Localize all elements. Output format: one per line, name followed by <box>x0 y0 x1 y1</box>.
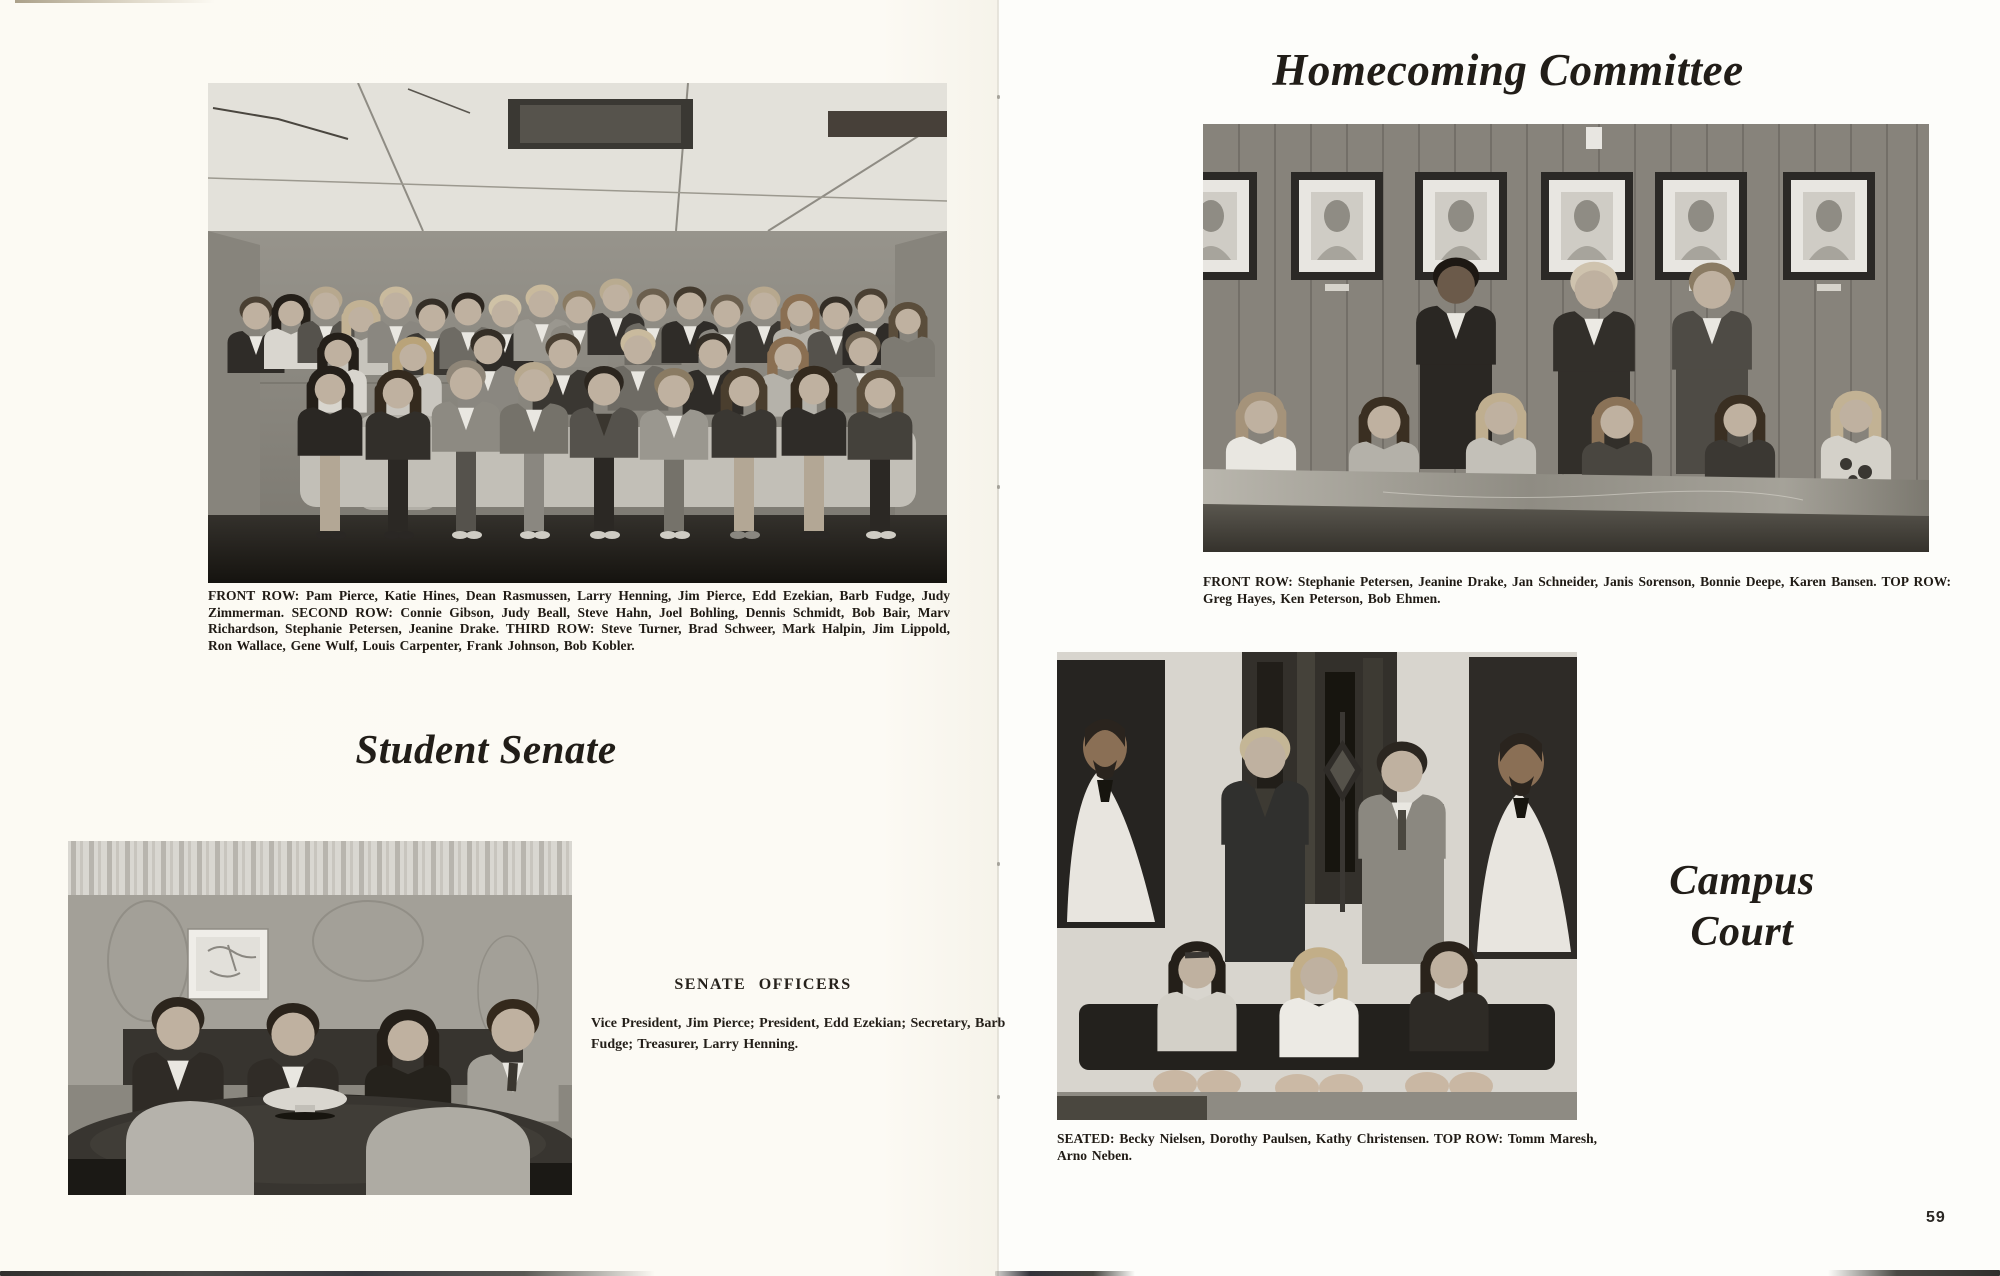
senate-officers-photo <box>68 841 572 1195</box>
floor-shadow <box>1057 1096 1207 1120</box>
painting-right <box>1469 657 1577 959</box>
seated-row-legs <box>316 451 896 539</box>
scan-artifact-bottom-center <box>995 1271 1135 1276</box>
campus-court-title <box>1622 856 1862 958</box>
student-senate-title: Student Senate <box>355 726 617 772</box>
campus-court-title-line2: Court <box>1690 909 1794 955</box>
floor-shadow <box>68 1159 126 1195</box>
campus-court-title-line1: Campus <box>1669 858 1815 904</box>
conference-table <box>1203 469 1929 552</box>
top-row-people <box>1416 258 1752 475</box>
foreground-chair <box>126 1101 254 1195</box>
scan-speck <box>997 1095 1000 1099</box>
scan-artifact-bottom-right <box>1828 1270 2000 1276</box>
floor-shadow <box>530 1163 572 1195</box>
foreground-chair <box>366 1107 530 1195</box>
page-gutter <box>997 0 999 1276</box>
homecoming-committee-title: Homecoming Committee <box>1272 45 1744 95</box>
ceiling <box>208 83 947 233</box>
senate-officers-heading: SENATE OFFICERS <box>674 976 852 993</box>
campus-court-photo-caption: SEATED: Becky Nielsen, Dorothy Paulsen, Kathy Christensen. TOP ROW: Tomm Maresh, Arno Neben. <box>1057 1131 1597 1163</box>
senate-officers-list: Vice President, Jim Pierce; President, Edd Ezekian; Secretary, Barb Fudge; Treasurer, Larry Henning. <box>591 1016 1006 1052</box>
campus-court-photo <box>1057 652 1577 1120</box>
floor <box>208 515 947 583</box>
homecoming-committee-photo <box>1203 124 1929 552</box>
page-number: 59 <box>1926 1209 1946 1226</box>
sunglasses <box>1185 952 1209 959</box>
necktie <box>1398 810 1406 850</box>
scan-smudge-top <box>15 0 215 3</box>
scan-speck <box>997 95 1000 99</box>
curtains <box>68 841 572 895</box>
student-senate-group-photo <box>208 83 947 583</box>
student-senate-photo-caption: FRONT ROW: Pam Pierce, Katie Hines, Dean Rasmussen, Larry Henning, Jim Pierce, Edd Ezekian, Barb Fudge, Judy Zimmerman. SECOND ROW: Connie Gibson, Judy Beall, Steve Hahn, Joel Bohling, Dennis Schmidt, Bob Bair, Marv Richardson, Stephanie Petersen, Jeanine Drake. THIRD ROW: Steve Turner, Brad Schweer, Mark Halpin, Jim Lippold, Ron Wallace, Gene Wulf, Louis Carpenter, Frank Johnson, Bob Kobler. <box>208 588 950 653</box>
scan-speck <box>997 485 1000 489</box>
painting-left <box>1057 660 1165 928</box>
wall-tag <box>1586 127 1602 149</box>
framed-map <box>188 929 268 999</box>
scan-speck <box>997 862 1000 866</box>
homecoming-photo-caption: FRONT ROW: Stephanie Petersen, Jeanine Drake, Jan Schneider, Janis Sorenson, Bonnie Deepe, Karen Bansen. TOP ROW: Greg Hayes, Ken Peterson, Bob Ehmen. <box>1203 574 1951 606</box>
light-fixture <box>828 111 947 137</box>
scan-artifact-bottom-left <box>0 1271 655 1276</box>
